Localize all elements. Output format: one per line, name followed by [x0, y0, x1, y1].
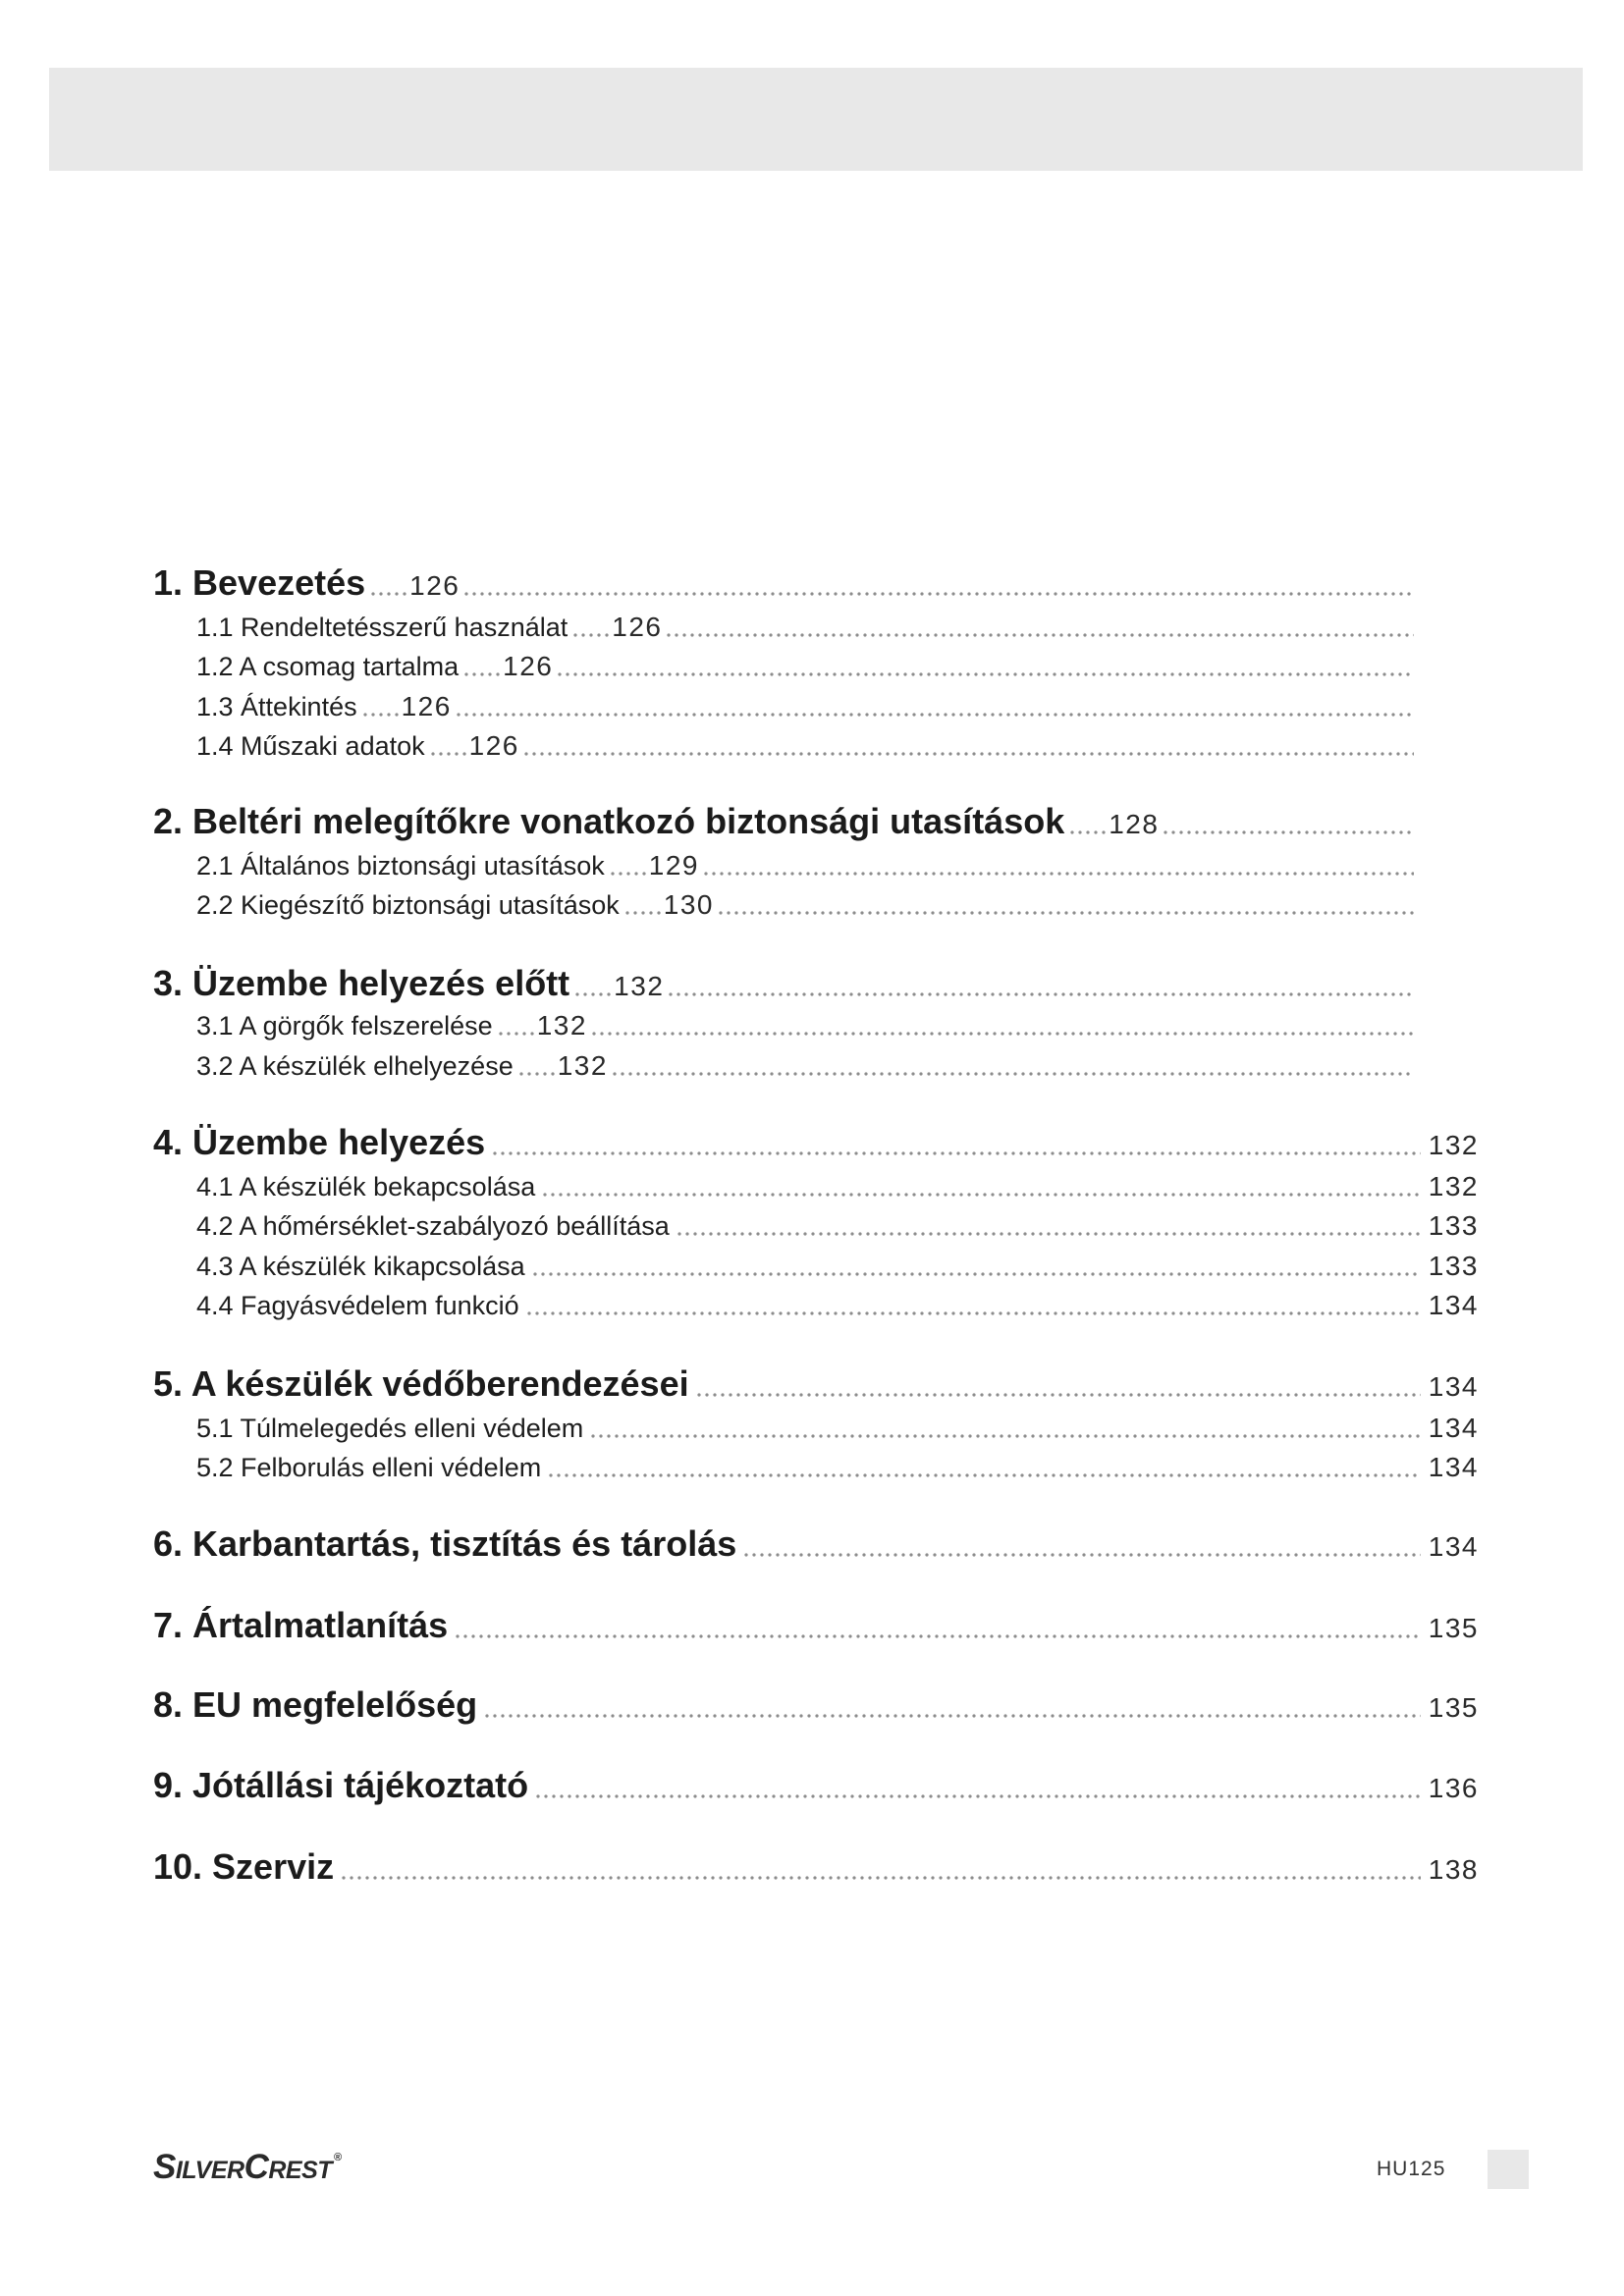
toc-entry-page: 134: [1428, 1452, 1479, 1482]
toc-subsection-5-2: [196, 1450, 1479, 1485]
toc-subsection-3-1: [196, 1008, 1414, 1043]
dot-leader: [497, 1008, 534, 1043]
toc-subsection-4-1: [196, 1169, 1479, 1204]
dot-leader: [522, 728, 1414, 764]
dot-leader: [534, 1762, 1421, 1809]
toc-entry-title: 3. Üzembe helyezés előtt: [153, 963, 570, 1003]
toc-entry-title: 5. A készülék védőberendezései: [153, 1363, 689, 1404]
toc-entry-title: 5.2 Felborulás elleni védelem: [196, 1453, 542, 1482]
page-number: HU125: [1377, 2158, 1446, 2180]
toc-subsection-4-2: [196, 1208, 1479, 1244]
toc-section-1: [153, 560, 1414, 607]
toc-entry-title: 4. Üzembe helyezés: [153, 1122, 486, 1162]
dot-leader: [702, 848, 1414, 883]
toc-subsection-4-3: [196, 1249, 1479, 1284]
toc-entry-page: 134: [1428, 1371, 1479, 1402]
toc-entry-page: 132: [1428, 1130, 1479, 1160]
dot-leader: [483, 1682, 1421, 1729]
toc-entry-title: 1.2 A csomag tartalma: [196, 652, 460, 681]
dot-leader: [454, 1602, 1421, 1649]
toc-entry-title: 2.1 Általános biztonsági utasítások: [196, 851, 605, 881]
toc-entry-title: 4.4 Fagyásvédelem funkció: [196, 1291, 519, 1320]
dot-leader: [517, 1048, 555, 1084]
dot-leader: [556, 649, 1414, 684]
toc-entry-title: 10. Szerviz: [153, 1846, 335, 1887]
toc-entry-page: 132: [536, 1010, 587, 1041]
dot-leader: [571, 610, 609, 645]
dot-leader: [1068, 798, 1106, 845]
toc-section-10: [153, 1843, 1479, 1891]
toc-entry-title: 1.1 Rendeltetésszerű használat: [196, 613, 568, 642]
toc-entry-title: 3.2 A készülék elhelyezése: [196, 1051, 514, 1081]
toc-section-8: [153, 1682, 1479, 1729]
toc-entry-page: 128: [1109, 809, 1160, 839]
dot-leader: [589, 1411, 1421, 1446]
toc-section-2: [153, 798, 1414, 845]
toc-entry-title: 4.2 A hőmérséklet-szabályozó beállítása: [196, 1211, 670, 1241]
toc-subsection-3-2: [196, 1048, 1414, 1084]
dot-leader: [611, 1048, 1414, 1084]
toc-entry-title: 3.1 A görgők felszerelése: [196, 1011, 493, 1041]
dot-leader: [455, 689, 1414, 724]
dot-leader: [665, 610, 1414, 645]
dot-leader: [340, 1843, 1421, 1891]
toc-entry-page: 133: [1428, 1251, 1479, 1281]
toc-entry-page: 126: [503, 651, 554, 681]
toc-entry-title: 2. Beltéri melegítőkre vonatkozó biztonsági utasítások: [153, 801, 1065, 841]
toc-entry-page: 132: [1428, 1171, 1479, 1201]
toc-entry-page: 126: [468, 730, 519, 761]
dot-leader: [361, 689, 399, 724]
dot-leader: [369, 560, 406, 607]
toc-entry-title: 1. Bevezetés: [153, 562, 366, 603]
toc-entry-page: 138: [1428, 1854, 1479, 1885]
toc-entry-title: 8. EU megfelelőség: [153, 1684, 478, 1725]
toc-entry-page: 134: [1428, 1290, 1479, 1320]
toc-entry-page: 130: [663, 889, 714, 920]
toc-section-9: [153, 1762, 1479, 1809]
dot-leader: [1162, 798, 1414, 845]
dot-leader: [623, 887, 661, 923]
dot-leader: [547, 1450, 1421, 1485]
dot-leader: [667, 960, 1414, 1007]
dot-leader: [590, 1008, 1414, 1043]
dot-leader: [541, 1169, 1421, 1204]
toc-section-7: [153, 1602, 1479, 1649]
toc-entry-page: 134: [1428, 1531, 1479, 1562]
toc-section-3: [153, 960, 1414, 1007]
toc-subsection-2-1: [196, 848, 1414, 883]
toc-subsection-1-1: [196, 610, 1414, 645]
dot-leader: [609, 848, 646, 883]
page-tab-marker: [1488, 2150, 1529, 2189]
toc-entry-title: 2.2 Kiegészítő biztonsági utasítások: [196, 890, 620, 920]
toc-entry-title: 4.3 A készülék kikapcsolása: [196, 1252, 525, 1281]
toc-subsection-5-1: [196, 1411, 1479, 1446]
dot-leader: [462, 649, 500, 684]
toc-entry-title: 1.4 Műszaki adatok: [196, 731, 425, 761]
brand-logo: [153, 2148, 342, 2187]
toc-subsection-1-2: [196, 649, 1414, 684]
dot-leader: [573, 960, 611, 1007]
toc-entry-title: 1.3 Áttekintés: [196, 692, 357, 721]
toc-entry-title: 7. Ártalmatlanítás: [153, 1605, 449, 1645]
toc-entry-page: 135: [1428, 1613, 1479, 1643]
toc-entry-page: 135: [1428, 1692, 1479, 1723]
toc-subsection-4-4: [196, 1288, 1479, 1323]
dot-leader: [429, 728, 466, 764]
dot-leader: [695, 1361, 1421, 1408]
registered-mark: ®: [334, 2152, 342, 2163]
dot-leader: [462, 560, 1414, 607]
toc-entry-page: 129: [648, 850, 699, 881]
toc-entry-title: 6. Karbantartás, tisztítás és tárolás: [153, 1523, 737, 1564]
toc-subsection-1-3: [196, 689, 1414, 724]
toc-entry-title: 5.1 Túlmelegedés elleni védelem: [196, 1414, 584, 1443]
toc-entry-page: 132: [557, 1050, 608, 1081]
toc-section-4: [153, 1119, 1479, 1166]
toc-entry-title: 4.1 A készülék bekapcsolása: [196, 1172, 536, 1201]
toc-section-5: [153, 1361, 1479, 1408]
dot-leader: [676, 1208, 1421, 1244]
toc-entry-page: 126: [612, 612, 663, 642]
toc-subsection-1-4: [196, 728, 1414, 764]
toc-entry-page: 134: [1428, 1413, 1479, 1443]
dot-leader: [525, 1288, 1421, 1323]
toc-entry-page: 126: [401, 691, 452, 721]
dot-leader: [717, 887, 1414, 923]
toc-entry-title: 9. Jótállási tájékoztató: [153, 1765, 529, 1805]
toc-entry-page: 126: [409, 570, 460, 601]
header-band: [49, 68, 1583, 171]
brand-logo-text: SilverCrest: [153, 2148, 333, 2186]
toc-section-6: [153, 1521, 1479, 1568]
toc-subsection-2-2: [196, 887, 1414, 923]
dot-leader: [491, 1119, 1421, 1166]
dot-leader: [742, 1521, 1421, 1568]
toc-entry-page: 133: [1428, 1210, 1479, 1241]
toc-entry-page: 136: [1428, 1773, 1479, 1803]
toc-entry-page: 132: [614, 971, 665, 1001]
dot-leader: [531, 1249, 1421, 1284]
